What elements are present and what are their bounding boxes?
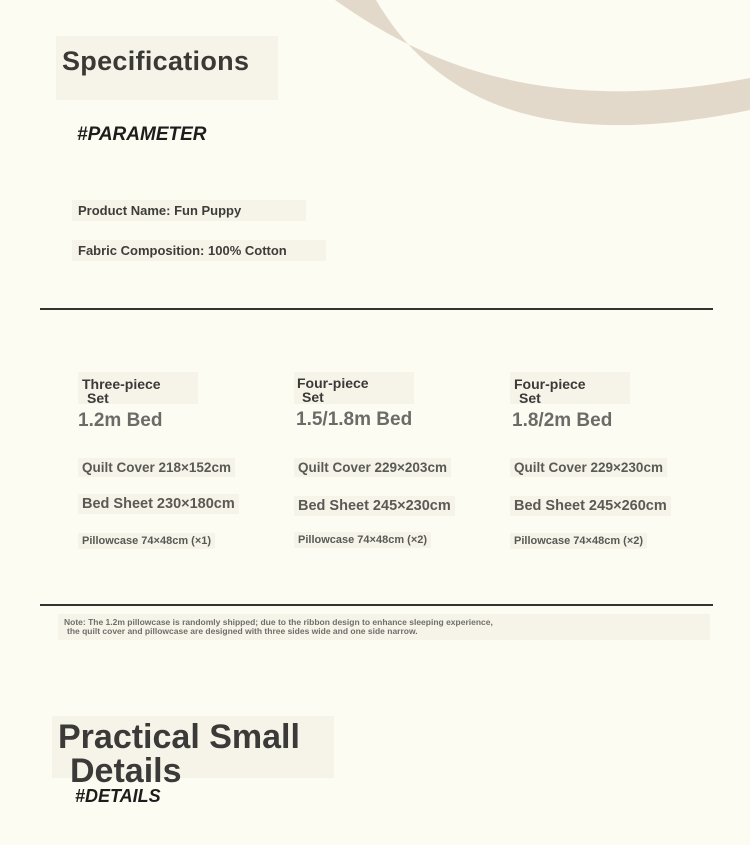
bed-size: 1.2m Bed <box>78 410 163 431</box>
note-line-1: Note: The 1.2m pillowcase is randomly shipped; due to the ribbon design to enhance sleeping experience, <box>64 617 493 627</box>
set-column-2 <box>294 372 494 562</box>
details-tag: #DETAILS <box>75 786 161 806</box>
quilt-cover-size: Quilt Cover 229×203cm <box>294 458 451 477</box>
details-title-line2: Details <box>70 752 182 790</box>
page-title: Specifications <box>56 36 278 100</box>
note-line-2: the quilt cover and pillowcase are designed with three sides wide and one side narrow. <box>67 626 418 636</box>
pillowcase-size: Pillowcase 74×48cm (×1) <box>78 533 215 549</box>
details-title <box>52 716 334 790</box>
set-name-line1: Four-piece <box>514 376 586 392</box>
set-column-1 <box>78 372 278 562</box>
details-title-line1: Practical Small <box>58 718 300 756</box>
quilt-cover-size: Quilt Cover 218×152cm <box>78 458 235 477</box>
product-name: Product Name: Fun Puppy <box>72 200 306 221</box>
quilt-cover-size: Quilt Cover 229×230cm <box>510 458 667 477</box>
set-name-line1: Four-piece <box>297 375 369 391</box>
divider-bottom <box>40 604 713 606</box>
set-column-3 <box>510 372 710 562</box>
fabric-composition: Fabric Composition: 100% Cotton <box>72 240 326 261</box>
set-name-line2: Set <box>302 389 324 405</box>
set-name-line2: Set <box>87 390 109 406</box>
bed-size: 1.8/2m Bed <box>512 410 613 431</box>
set-name-line2: Set <box>519 390 541 406</box>
pillowcase-size: Pillowcase 74×48cm (×2) <box>294 532 431 548</box>
parameter-tag: #PARAMETER <box>77 124 207 145</box>
bed-sheet-size: Bed Sheet 230×180cm <box>78 494 239 514</box>
set-name-line1: Three-piece <box>82 376 161 392</box>
bed-sheet-size: Bed Sheet 245×230cm <box>294 496 455 516</box>
divider-top <box>40 308 713 310</box>
pillowcase-size: Pillowcase 74×48cm (×2) <box>510 533 647 549</box>
note <box>58 614 710 640</box>
bed-size: 1.5/1.8m Bed <box>296 409 413 430</box>
bed-sheet-size: Bed Sheet 245×260cm <box>510 496 671 516</box>
